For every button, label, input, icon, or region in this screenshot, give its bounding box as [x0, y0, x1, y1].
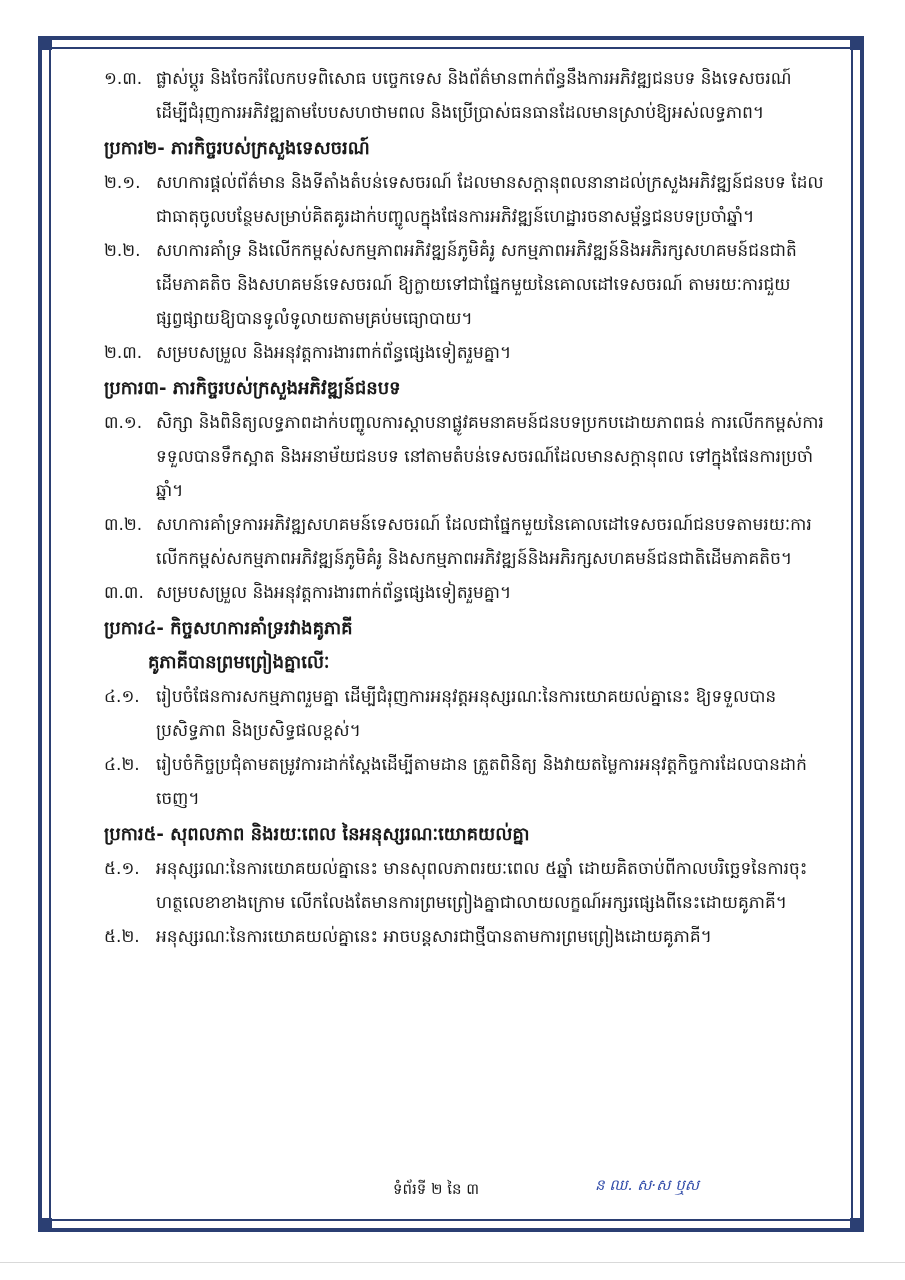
clause-number: ១.៣. [104, 69, 143, 89]
border-corner [38, 1218, 52, 1232]
clause-item [104, 508, 824, 576]
clause-item [104, 406, 824, 508]
clause-number: ២.១. [104, 173, 141, 193]
clause-text: សម្របសម្រួល និងអនុវត្តការងារពាក់ព័ន្ធផ្សេងទៀតរួមគ្នា។ [156, 343, 512, 363]
scan-edge-divider [0, 1262, 905, 1263]
clause-text: សហការផ្តល់ព័ត៌មាន និងទីតាំងតំបន់ទេសចរណ៍ ដែលមានសក្តានុពលនានាដល់ក្រសួងអភិវឌ្ឍន៍ជនបទ ដែលជាធាតុចូលបន្ថែមសម្រាប់គិតគូរដាក់បញ្ចូលក្នុងផែនការអភិវឌ្ឍន៍ហេដ្ឋារចនាសម្ព័ន្ធជនបទប្រចាំឆ្នាំ។ [156, 173, 824, 227]
clause-item [104, 62, 824, 130]
clause-item [104, 166, 824, 234]
clause-text: សហការគាំទ្រការអភិវឌ្ឍសហគមន៍ទេសចរណ៍ ដែលជាផ្នែកមួយនៃគោលដៅទេសចរណ៍ជនបទតាមរយៈការលើកកម្ពស់សកម្មភាពអភិវឌ្ឍន៍ភូមិគំរូ និងសកម្មភាពអភិវឌ្ឍន៍និងអភិរក្សសហគមន៍ជនជាតិដើមភាគតិច។ [156, 515, 812, 569]
clause-number: ៤.២. [104, 755, 140, 775]
clause-item [104, 234, 824, 336]
clause-number: ៥.១. [104, 859, 140, 879]
border-corner [38, 36, 52, 50]
clause-text: អនុស្សរណៈនៃការយោគយល់គ្នានេះ អាចបន្តសារជាថ្មីបានតាមការព្រមព្រៀងដោយគូភាគី។ [156, 927, 712, 947]
clause-number: ២.៣. [104, 343, 143, 363]
clause-text: សម្របសម្រួល និងអនុវត្តការងារពាក់ព័ន្ធផ្សេងទៀតរួមគ្នា។ [156, 583, 512, 603]
clause-number: ២.២. [104, 241, 141, 261]
border-corner [850, 36, 864, 50]
clause-number: ៣.២. [104, 515, 143, 535]
clause-text: រៀបចំផែនការសកម្មភាពរួមគ្នា ដើម្បីជំរុញការអនុវត្តអនុស្សរណៈនៃការយោគយល់គ្នានេះ ឱ្យទទួលបានប្រសិទ្ធភាព និងប្រសិទ្ធផលខ្ពស់។ [156, 687, 777, 741]
clause-item [104, 336, 824, 370]
page-number: ទំព័រទី ២ នៃ ៣ [393, 1180, 480, 1198]
clause-item [104, 680, 824, 748]
clause-item [104, 576, 824, 610]
clause-item [104, 748, 824, 816]
clause-number: ៥.២. [104, 927, 140, 947]
article-subheading: គូភាគីបានព្រមព្រៀងគ្នាលើៈ [148, 652, 330, 673]
clause-number: ៤.១. [104, 687, 140, 707]
clause-item [104, 920, 824, 954]
clause-text: ផ្លាស់ប្តូរ និងចែករំលែកបទពិសោធ បច្ចេកទេស និងព័ត៌មានពាក់ព័ន្ធនឹងការអភិវឌ្ឍជនបទ និងទេសចរណ៍ ដើម្បីជំរុញការអភិវឌ្ឍតាមបែបសហថាមពល និងប្រើប្រាស់ធនធានដែលមានស្រាប់ឱ្យអស់លទ្ធភាព។ [156, 69, 792, 123]
clause-text: រៀបចំកិច្ចប្រជុំតាមតម្រូវការដាក់ស្តែងដើម្បីតាមដាន ត្រួតពិនិត្យ និងវាយតម្លៃការអនុវត្តកិច្ចការដែលបានដាក់ចេញ។ [156, 755, 807, 809]
clause-number: ៣.១. [104, 413, 143, 433]
article-heading: ប្រការ៥- សុពលភាព និងរយៈពេល នៃអនុស្សរណៈយោគយល់គ្នា [104, 824, 530, 845]
clause-number: ៣.៣. [104, 583, 144, 603]
article-heading: ប្រការ២- ភារកិច្ចរបស់ក្រសួងទេសចរណ៍ [104, 138, 370, 159]
border-corner [850, 1218, 864, 1232]
clause-text: អនុស្សរណៈនៃការយោគយល់គ្នានេះ មានសុពលភាពរយៈពេល ៥ឆ្នាំ ដោយគិតចាប់ពីកាលបរិច្ឆេទនៃការចុះហត្ថលេខាខាងក្រោម លើកលែងតែមានការព្រមព្រៀងគ្នាជាលាយលក្ខណ៍អក្សរផ្សេងពីនេះដោយគូភាគី។ [156, 859, 808, 913]
clause-text: សិក្សា និងពិនិត្យលទ្ធភាពដាក់បញ្ចូលការស្តាបនាផ្លូវគមនាគមន៍ជនបទប្រកបដោយភាពធន់ ការលើកកម្ពស់ការទទួលបានទឹកស្អាត និងអនាម័យជនបទ នៅតាមតំបន់ទេសចរណ៍ដែលមានសក្តានុពល ទៅក្នុងផែនការប្រចាំឆ្នាំ។ [156, 413, 824, 501]
article-heading: ប្រការ៤- កិច្ចសហការគាំទ្ររវាងគូភាគី [104, 618, 353, 639]
document-body [104, 62, 824, 954]
clause-text: សហការគាំទ្រ និងលើកកម្ពស់សកម្មភាពអភិវឌ្ឍន៍ភូមិគំរូ សកម្មភាពអភិវឌ្ឍន៍និងអភិរក្សសហគមន៍ជនជាតិដើមភាគតិច និងសហគមន៍ទេសចរណ៍ ឱ្យក្លាយទៅជាផ្នែកមួយនៃគោលដៅទេសចរណ៍ តាមរយៈការជួយផ្សព្វផ្សាយឱ្យបានទូលំទូលាយតាមគ្រប់មធ្យោបាយ។ [156, 241, 797, 329]
article-heading: ប្រការ៣- ភារកិច្ចរបស់ក្រសួងអភិវឌ្ឍន៍ជនបទ [104, 378, 401, 399]
initials-signature: ន ឈ. ស·ស​ ​ឬស [595, 1176, 700, 1194]
clause-item [104, 852, 824, 920]
